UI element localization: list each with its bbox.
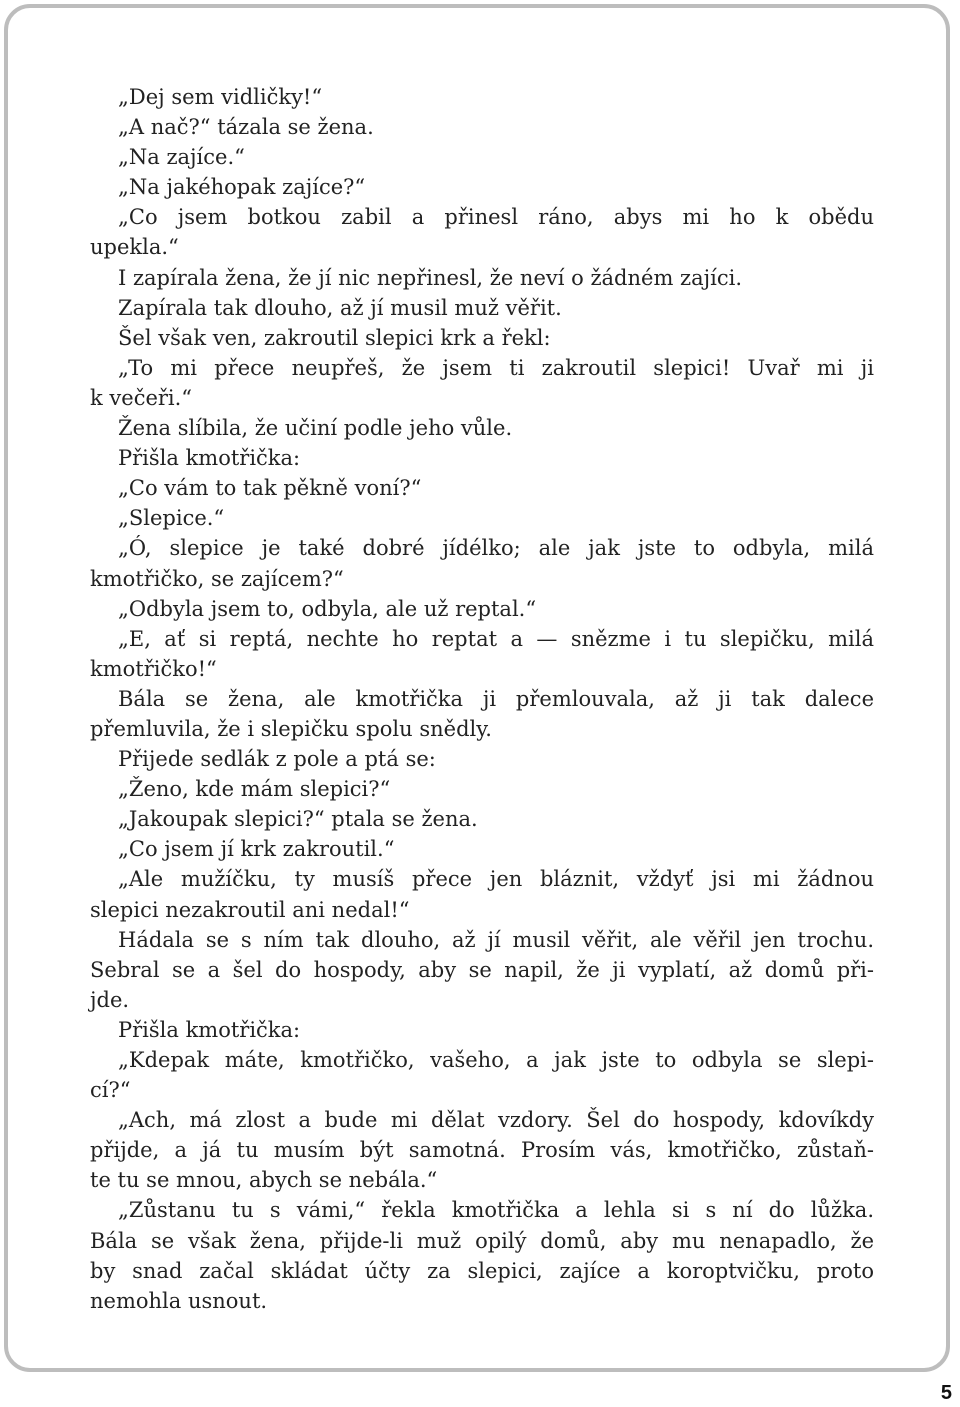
text-line: „To mi přece neupřeš, že jsem ti zakroutil slepici! Uvař mi ji: [118, 355, 874, 380]
text-line: Přišla kmotřička:: [118, 1017, 301, 1042]
text-line: „E, ať si reptá, nechte ho reptat a — snězme i tu slepičku, milá: [118, 626, 874, 651]
text-line: „Dej sem vidličky!“: [118, 85, 323, 109]
text-line: k večeři.“: [90, 385, 193, 410]
text-line: „Kdepak máte, kmotřičko, vašeho, a jak jste to odbyla se slepi-: [118, 1048, 874, 1072]
text-line: jde.: [90, 987, 130, 1012]
text-line: přijde, a já tu musím být samotná. Prosím vás, kmotřičko, zůstaň-: [90, 1138, 874, 1163]
text-line: přemluvila, že i slepičku spolu snědly.: [90, 716, 492, 741]
text-line: Bála se žena, ale kmotřička ji přemlouvala, až ji tak dalece: [118, 686, 874, 711]
text-line: Přišla kmotřička:: [118, 446, 301, 471]
text-line: Žena slíbila, že učiní podle jeho vůle.: [118, 416, 513, 441]
text-line: kmotřičko, se zajícem?“: [90, 566, 344, 591]
text-line: cí?“: [90, 1078, 131, 1103]
text-line: „Jakoupak slepici?“ ptala se žena.: [118, 807, 478, 832]
page-number: 5: [940, 1382, 952, 1404]
text-line: by snad začal skládat účty za slepici, zajíce a koroptvičku, proto: [90, 1258, 874, 1283]
text-line: „Co vám to tak pěkně voní?“: [118, 476, 422, 501]
text-line: „Na zajíce.“: [118, 145, 245, 170]
text-line: „Odbyla jsem to, odbyla, ale už reptal.“: [118, 596, 537, 621]
text-line: „Zůstanu tu s vámi,“ řekla kmotřička a lehla si s ní do lůžka.: [118, 1198, 874, 1223]
text-line: upekla.“: [90, 235, 179, 260]
text-line: I zapírala žena, že jí nic nepřinesl, že neví o žádném zajíci.: [118, 265, 742, 290]
text-line: te tu se mnou, abych se nebála.“: [90, 1168, 438, 1193]
text-line: Sebral se a šel do hospody, aby se napil, že ji vyplatí, až domů při-: [90, 957, 874, 982]
text-line: „Ó, slepice je také dobré jídélko; ale jak jste to odbyla, milá: [118, 536, 874, 561]
text-line: kmotřičko!“: [90, 656, 217, 681]
text-line: Šel však ven, zakroutil slepici krk a řekl:: [118, 325, 551, 350]
text-line: „Co jsem botkou zabil a přinesl ráno, abys mi ho k obědu: [118, 205, 874, 230]
text-line: „Ach, má zlost a bude mi dělat vzdory. Šel do hospody, kdovíkdy: [118, 1108, 874, 1133]
text-line: Bála se však žena, přijde-li muž opilý domů, aby mu nenapadlo, že: [90, 1228, 874, 1253]
text-line: „Na jakéhopak zajíce?“: [118, 175, 366, 200]
text-line: „Ale mužíčku, ty musíš přece jen bláznit, vždyť jsi mi žádnou: [118, 867, 874, 892]
text-line: slepici nezakroutil ani nedal!“: [90, 897, 410, 922]
text-line: nemohla usnout.: [90, 1288, 268, 1313]
text-line: Hádala se s ním tak dlouho, až jí musil věřit, ale věřil jen trochu.: [118, 927, 874, 952]
text-line: „Slepice.“: [118, 506, 225, 531]
text-line: „A nač?“ tázala se žena.: [118, 115, 374, 140]
text-line: Přijede sedlák z pole a ptá se:: [118, 747, 436, 772]
story-text: [90, 82, 874, 1316]
text-line: Zapírala tak dlouho, až jí musil muž věřit.: [118, 295, 562, 320]
text-line: „Ženo, kde mám slepici?“: [118, 777, 391, 802]
text-line: „Co jsem jí krk zakroutil.“: [118, 837, 395, 862]
